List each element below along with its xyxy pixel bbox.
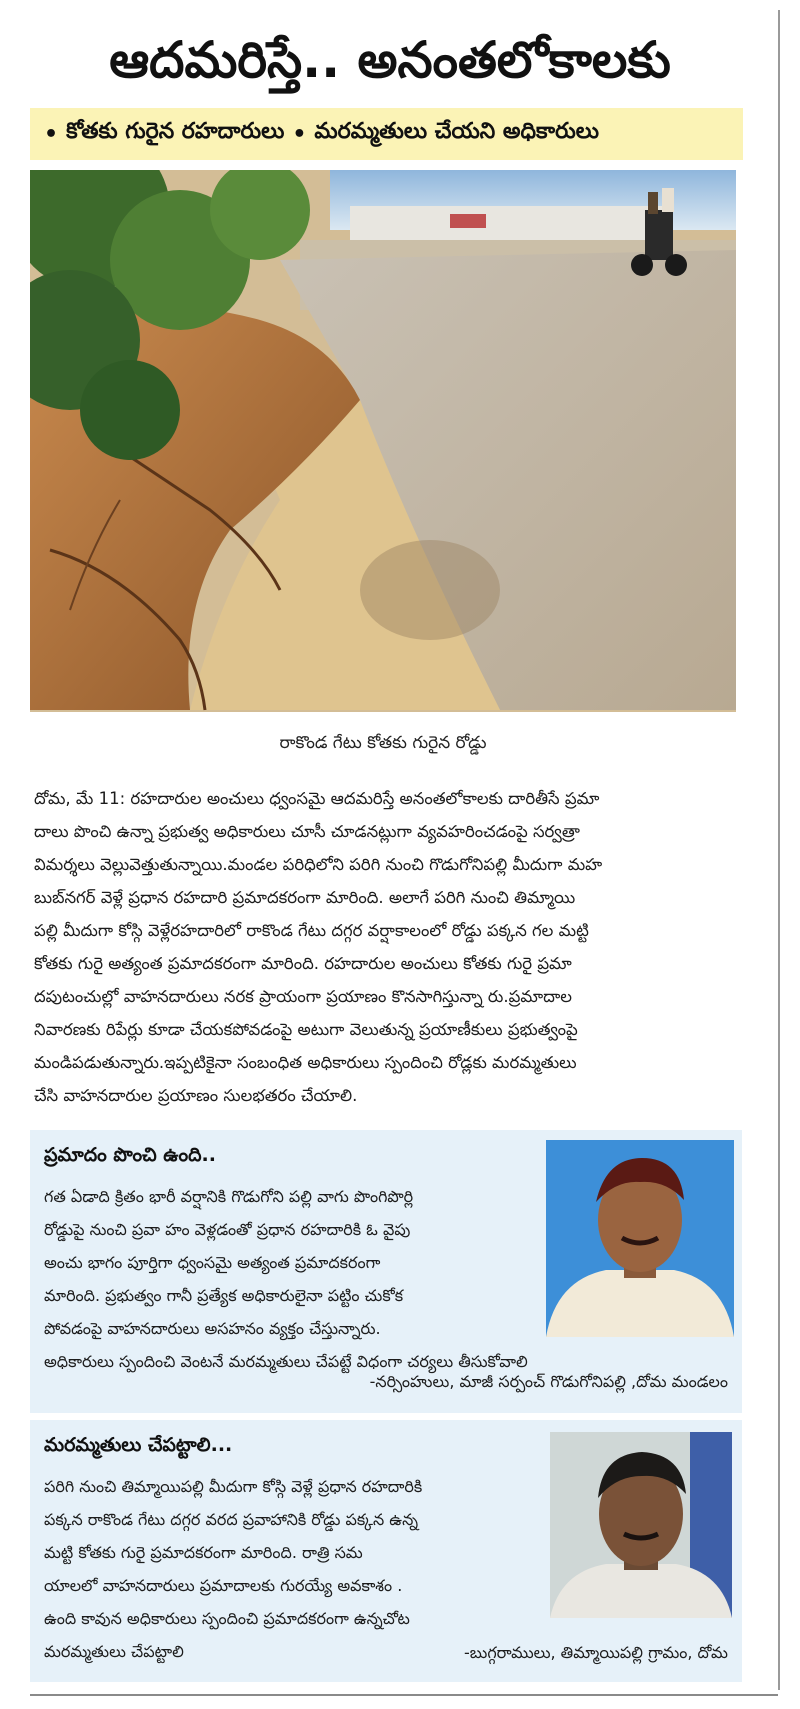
headline: ఆదమరిస్తే.. అనంతలోకాలకు (109, 31, 671, 89)
portrait-narsimhulu (546, 1140, 734, 1337)
quote-box-2 (30, 1420, 742, 1682)
quote-line: యాలలో వాహనదారులు ప్రమాదాలకు గురయ్యే అవకాశం . (44, 1576, 403, 1595)
body-line: దాలు పొంచి ఉన్నా ప్రభుత్వ అధికారులు చూసీ చూడనట్లుగా వ్యవహరించడంపై సర్వత్రా (34, 822, 580, 841)
article-body (34, 782, 740, 1112)
quote-2-signature: -బుగ్గరాములు, తిమ్మాయిపల్లి గ్రామం, దోమ (464, 1643, 728, 1662)
bottom-divider (30, 1694, 778, 1696)
body-line: దపుటంచుల్లో వాహనదారులు నరక ప్రాయంగా ప్రయాణం కొనసాగిస్తున్నా రు.ప్రమాదాల (34, 987, 572, 1006)
quote-1-title: ప్రమాదం పొంచి ఉంది.. (44, 1144, 216, 1166)
quote-1-text (44, 1180, 564, 1378)
quote-2-title: మరమ్మతులు చేపట్టాలి... (44, 1434, 233, 1456)
quote-line: ఉంది కావున అధికారులు స్పందించి ప్రమాదకరంగా ఉన్నచోట (44, 1609, 410, 1628)
body-line: విమర్శలు వెల్లువెత్తుతున్నాయి.మండల పరిధిలోని పరిగి నుంచి గొడుగోనిపల్లి మీదుగా మహ (34, 855, 603, 874)
body-line: మండిపడుతున్నారు.ఇప్పటికైనా సంబంధిత అధికారులు స్పందించి రోడ్లకు మరమ్మతులు (34, 1053, 577, 1072)
body-line: నివారణకు రిపేర్లు కూడా చేయకపోవడంపై అటుగా వెలుతున్న ప్రయాణీకులు ప్రభుత్వంపై (34, 1020, 578, 1039)
quote-line: గత ఏడాది క్రితం భారీ వర్షానికి గొడుగోని పల్లి వాగు పొంగిపొర్లి (44, 1187, 414, 1206)
quote-line: మరమ్మతులు చేపట్టాలి (44, 1642, 184, 1661)
quote-line: మట్టి కోతకు గురై ప్రమాదకరంగా మారింది. రాత్రి సమ (44, 1543, 363, 1562)
eroded-road-photo (30, 170, 736, 712)
quote-line: మారింది. ప్రభుత్వం గానీ ప్రత్యేక అధికారులైనా పట్టిం చుకోక (44, 1286, 404, 1305)
body-line: దోమ, మే 11: రహదారుల అంచులు ధ్వంసమై ఆదమరిస్తే అనంతలోకాలకు దారితీసే ప్రమా (34, 789, 600, 808)
quote-line: అంచు భాగం పూర్తిగా ధ్వంసమై అత్యంత ప్రమాదకరంగా (44, 1253, 381, 1272)
quote-box-1 (30, 1130, 742, 1413)
quote-line: పరిగి నుంచి తిమ్మాయిపల్లి మీదుగా కోస్గి వెళ్లే ప్రధాన రహదారికి (44, 1477, 423, 1496)
portrait-buggaramulu (550, 1432, 732, 1618)
column-divider (778, 10, 780, 1690)
body-line: కోతకు గురై అత్యంత ప్రమాదకరంగా మారింది. రహదారుల అంచులు కోతకు గురై ప్రమా (34, 954, 572, 973)
quote-1-signature: -నర్సింహులు, మాజీ సర్పంచ్ గొడుగోనిపల్లి ,దోమ మండలం (369, 1372, 728, 1391)
subheadline-2: మరమ్మతులు చేయని అధికారులు (314, 119, 599, 144)
quote-line: రోడ్డుపై నుంచి ప్రవా హం వెళ్లడంతో ప్రధాన రహదారికి ఓ వైపు (44, 1220, 411, 1239)
bullet-icon: • (44, 121, 59, 147)
body-line: బుబ్‌నగర్ వెళ్లే ప్రధాన రహదారి ప్రమాదకరంగా మారింది. అలాగే పరిగి నుంచి తిమ్మాయి (34, 888, 576, 907)
photo-caption: రాకొండ గేటు కోతకు గురైన రోడ్డు (279, 733, 487, 753)
subheadline-bar (30, 108, 743, 160)
quote-2-text (44, 1470, 564, 1668)
body-line: పల్లి మీదుగా కోస్గి వెళ్లేరహదారిలో రాకొండ గేటు దగ్గర వర్షాకాలంలో రోడ్డు పక్కన గల మట్టి (34, 921, 589, 940)
quote-line: పోవడంపై వాహనదారులు అసహనం వ్యక్తం చేస్తున్నారు. (44, 1319, 381, 1338)
body-line: చేసి వాహనదారుల ప్రయాణం సులభతరం చేయాలి. (34, 1086, 358, 1105)
subheadline-1: కోతకు గురైన రహదారులు (66, 119, 285, 144)
bullet-icon: • (292, 121, 307, 147)
quote-line: అధికారులు స్పందించి వెంటనే మరమ్మతులు చేపట్టే విధంగా చర్యలు తీసుకోవాలి (44, 1352, 528, 1371)
quote-line: పక్కన రాకొండ గేటు దగ్గర వరద ప్రవాహానికి రోడ్డు పక్కన ఉన్న (44, 1510, 419, 1529)
